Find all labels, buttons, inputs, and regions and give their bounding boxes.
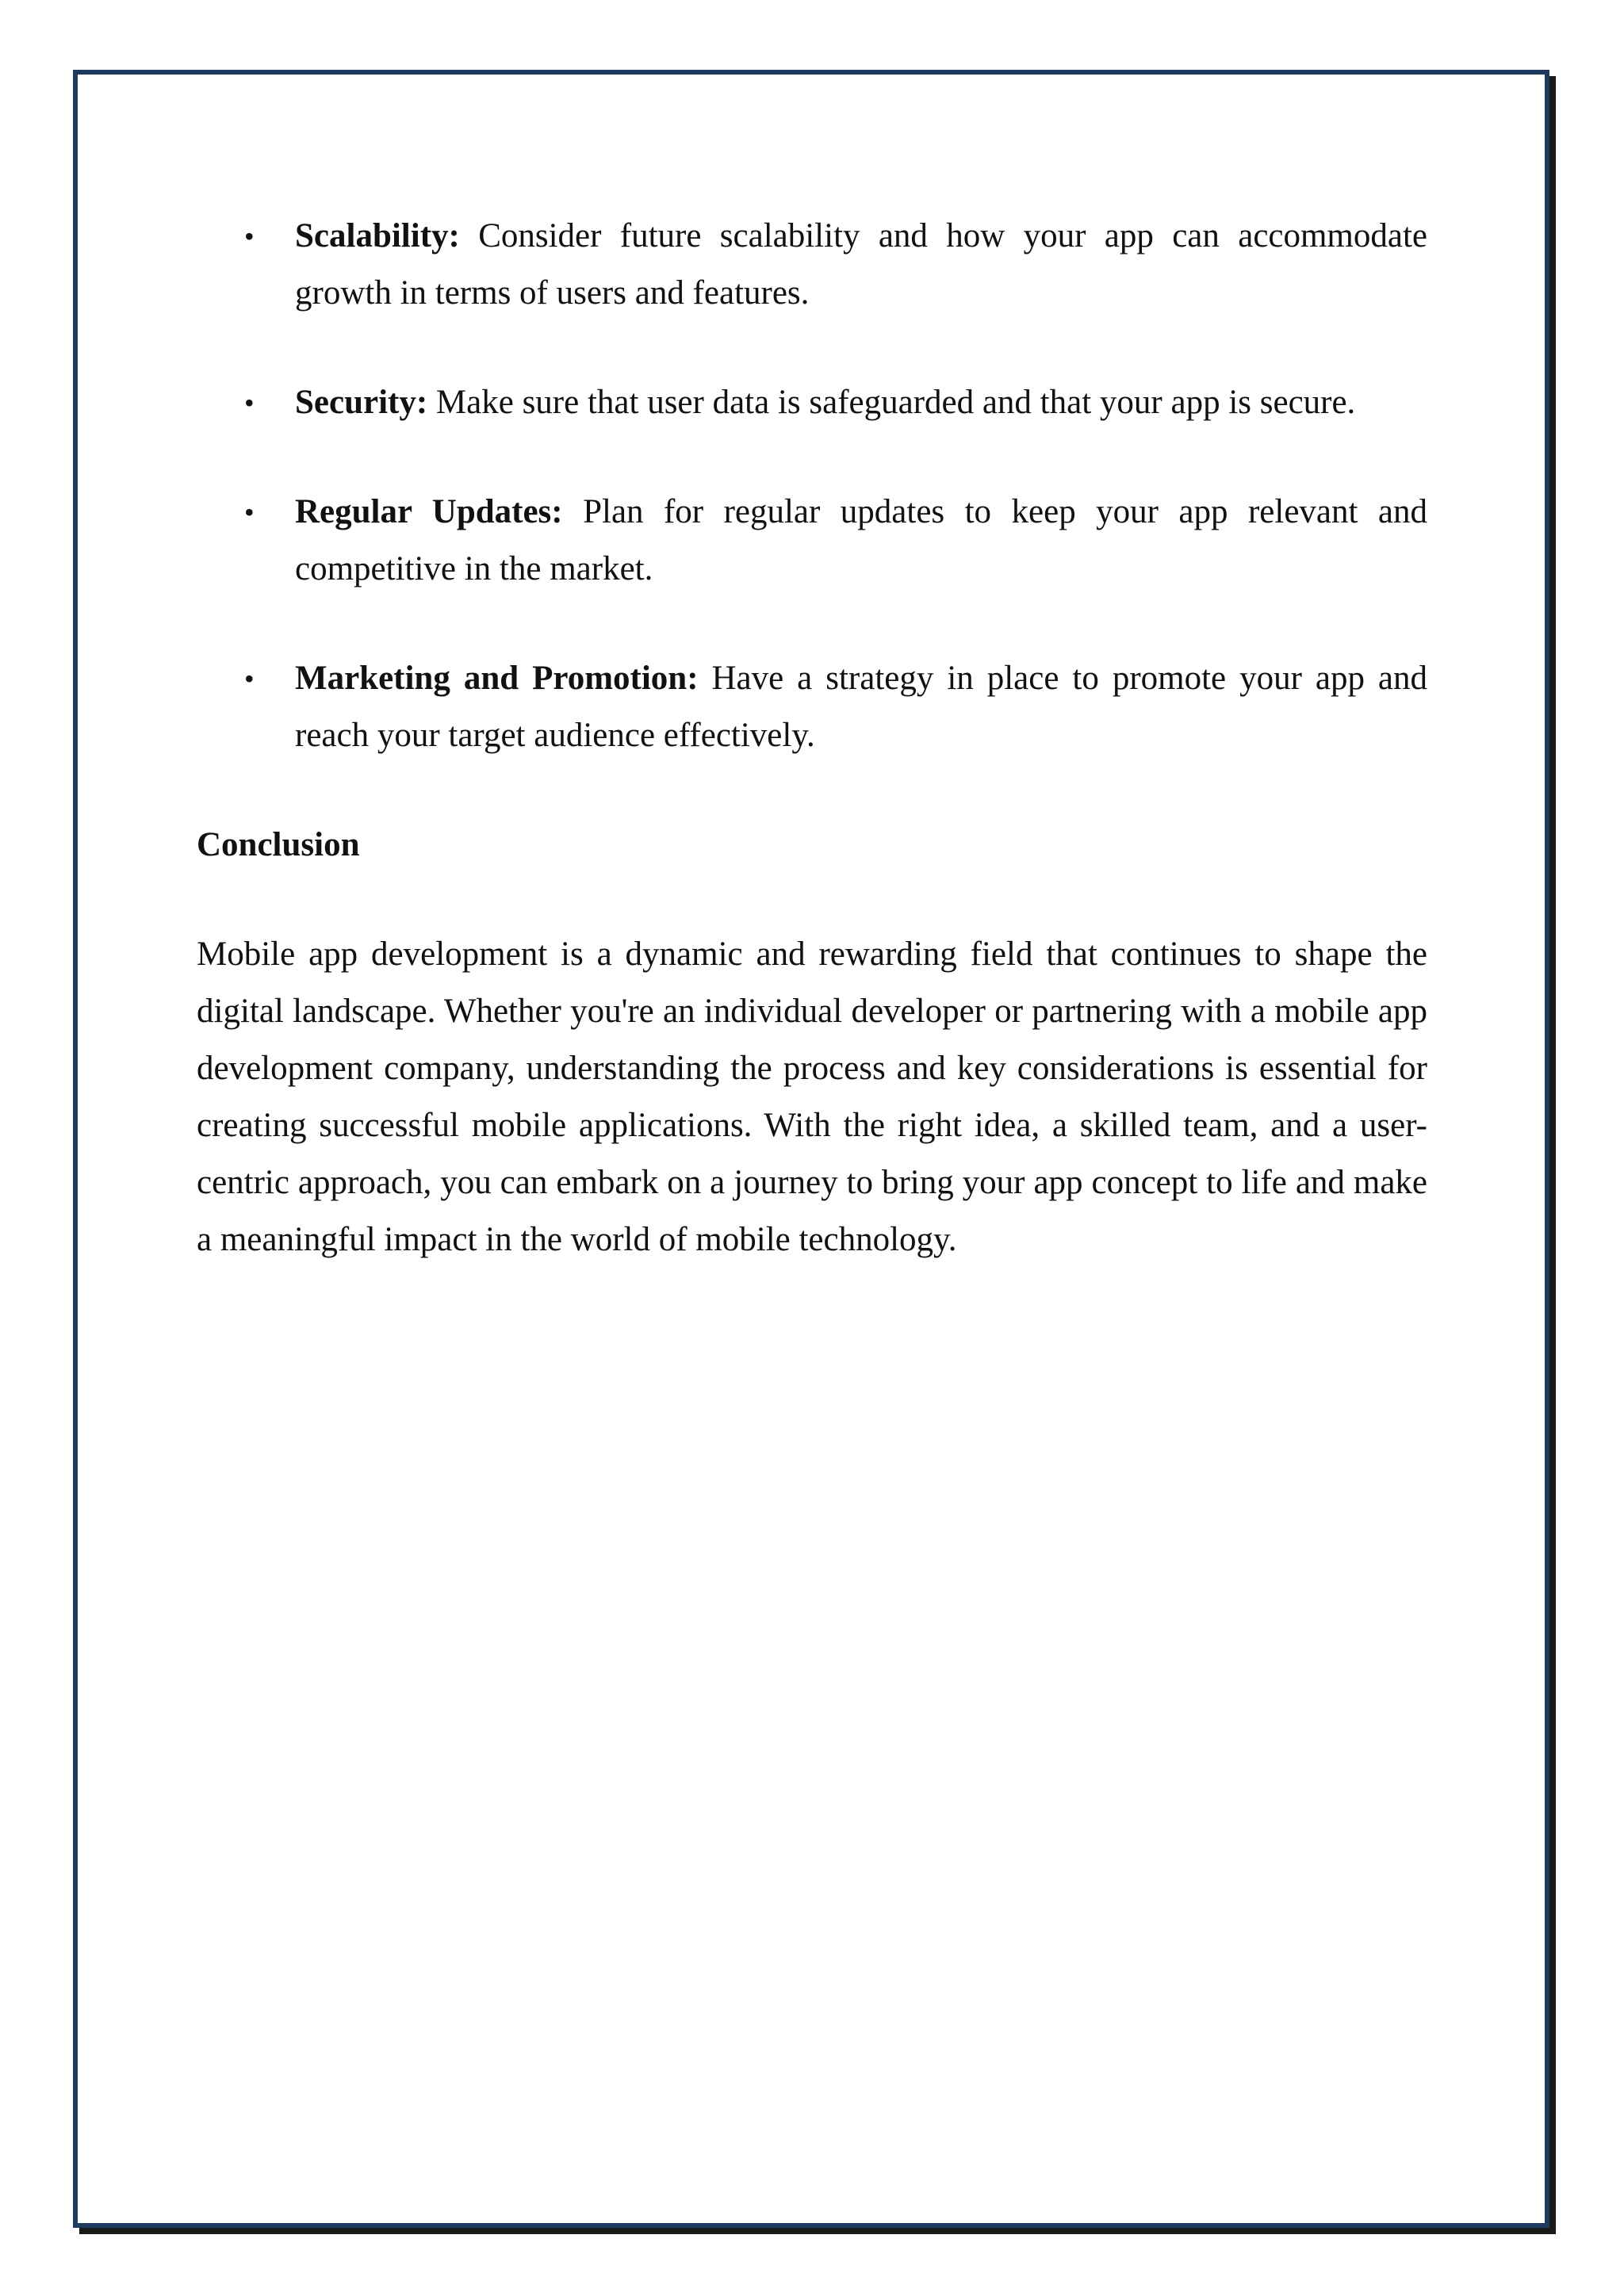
bullet-text: Consider future scalability and how your app can accommodate growth in terms of users and features. bbox=[295, 217, 1427, 312]
bullet-text: Have a strategy in place to promote your app and reach your target audience effectively. bbox=[295, 660, 1428, 754]
list-item-regular-updates bbox=[197, 484, 1427, 598]
bullet-term: Scalability: bbox=[295, 217, 460, 254]
bullet-icon: • bbox=[244, 220, 255, 252]
considerations-list bbox=[197, 208, 1427, 764]
bullet-term: Marketing and Promotion: bbox=[295, 660, 699, 697]
conclusion-heading: Conclusion bbox=[197, 826, 360, 863]
bullet-text: Make sure that user data is safeguarded and that your app is secure. bbox=[435, 384, 1356, 421]
bullet-icon: • bbox=[244, 387, 255, 419]
bullet-icon: • bbox=[244, 496, 255, 528]
bullet-term: Security: bbox=[295, 384, 428, 421]
list-item-security bbox=[197, 374, 1427, 431]
bullet-text: Plan for regular updates to keep your app relevant and competitive in the market. bbox=[295, 493, 1427, 587]
conclusion-paragraph: Mobile app development is a dynamic and rewarding field that continues to shape the digital landscape. Whether you're an individual developer or partnering with a mobile app development company, understanding the process and key considerations is essential for creating successful mobile applications. With the right idea, a skilled team, and a user-centric approach, you can embark on a journey to bring your app concept to life and make a meaningful impact in the world of mobile technology. bbox=[197, 936, 1427, 1258]
bullet-term: Regular Updates: bbox=[295, 493, 563, 530]
document-content bbox=[197, 208, 1427, 1269]
list-item-scalability bbox=[197, 208, 1427, 322]
list-item-marketing bbox=[197, 650, 1427, 764]
bullet-icon: • bbox=[244, 663, 255, 695]
